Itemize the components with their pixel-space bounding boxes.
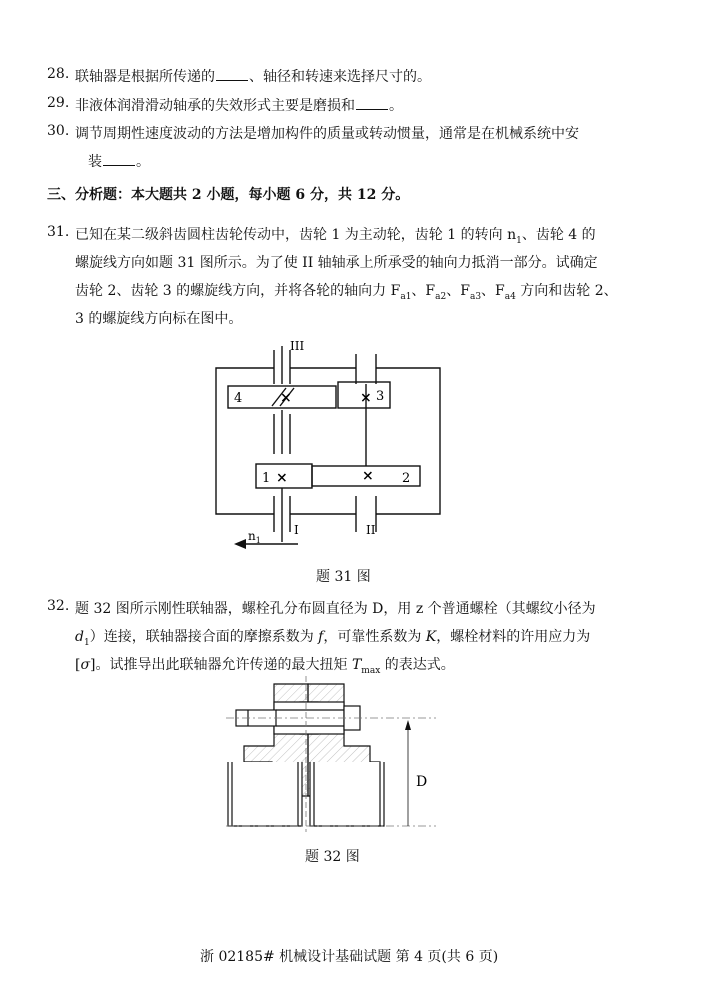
- q32-line2-a: ）连接，联轴器接合面的摩擦系数为: [89, 629, 319, 645]
- label-n1-main: n: [248, 529, 256, 543]
- q29-blank: [356, 97, 388, 110]
- page-footer: 浙 02185# 机械设计基础试题 第 4 页(共 6 页): [200, 949, 499, 965]
- q31-line3-a: 齿轮 2、齿轮 3 的螺旋线方向，并将各轮的轴向力 F: [75, 283, 401, 299]
- q31-line3-c: 、F: [446, 283, 470, 299]
- q32-line2-b: ，可靠性系数为: [323, 629, 426, 645]
- section3-title: 三、分析题：本大题共 2 小题，每小题 6 分，共 12 分。: [47, 187, 410, 203]
- q32-line2-d-sub: 1: [83, 637, 90, 648]
- q28-text-before: 联轴器是根据所传递的: [75, 69, 215, 85]
- q30-number: 30.: [47, 123, 70, 139]
- q32-line2-d: d: [75, 629, 84, 645]
- dimension-arrow-up-icon: [405, 720, 411, 730]
- q30-line2-before: 装: [88, 154, 102, 170]
- q32-line1: 题 32 图所示刚性联轴器，螺栓孔分布圆直径为 D，用 z 个普通螺栓（其螺纹小径为: [75, 601, 596, 617]
- label-n1-sub: 1: [255, 536, 261, 545]
- right-shaft: [310, 762, 384, 826]
- gear-3-cross-icon: ×: [360, 390, 372, 406]
- figure-31-caption: 题 31 图: [316, 569, 371, 585]
- q32-line3-T-sub: max: [361, 665, 381, 676]
- left-shaft: [228, 762, 302, 826]
- housing-left: [216, 368, 274, 514]
- label-n1: [248, 529, 261, 545]
- q31-line3: [75, 280, 618, 302]
- q28-blank: [216, 68, 248, 81]
- q32-line2-f: f: [318, 629, 324, 645]
- figure-32-caption: 题 32 图: [305, 849, 360, 865]
- q29-text-after: 。: [389, 98, 403, 114]
- q32-line3-T: T: [351, 657, 362, 673]
- q31-line1: [75, 224, 596, 246]
- label-gear-4: 4: [234, 391, 243, 406]
- q32-line2-K: K: [425, 629, 437, 645]
- q32-line3-sigma: σ: [80, 657, 91, 673]
- q31-line2: 螺旋线方向如题 31 图所示。为了使 II 轴轴承上所承受的轴向力抵消一部分。试确定: [75, 255, 598, 271]
- label-gear-3: 3: [376, 389, 385, 404]
- q31-line3-s1: a1: [400, 291, 412, 302]
- n1-arrow-icon: [234, 539, 246, 549]
- q32-line2: [75, 626, 590, 648]
- q31-line3-b: 、F: [411, 283, 436, 299]
- q29-text-before: 非液体润滑滑动轴承的失效形式主要是磨损和: [75, 98, 355, 114]
- q28-text-after: 、轴径和转速来选择尺寸的。: [249, 69, 431, 85]
- q32-line3-a: [: [75, 657, 81, 673]
- q31-line3-s3: a3: [469, 291, 482, 302]
- label-shaft-III: III: [290, 339, 305, 353]
- q32-line3-c: 的表达式。: [380, 657, 455, 673]
- q31-line1-text: 已知在某二级斜齿圆柱齿轮传动中，齿轮 1 为主动轮，齿轮 1 的转向 n: [75, 227, 517, 243]
- q31-line3-e: 方向和齿轮 2、: [515, 283, 618, 299]
- q30-line2: [88, 151, 150, 171]
- q30-blank: [103, 153, 135, 166]
- figure-31-gearbox-diagram: [200, 336, 460, 556]
- label-shaft-I: I: [294, 523, 299, 537]
- q28-number: 28.: [47, 66, 70, 82]
- q31-line1-sub: 1: [516, 235, 522, 246]
- q29-text: [75, 95, 403, 115]
- gear-4-cross-icon: ×: [280, 390, 292, 406]
- q28-text: [75, 66, 431, 86]
- gear-2-cross-icon: ×: [362, 468, 374, 484]
- q31-line3-s4: a4: [504, 291, 516, 302]
- housing-right: [376, 368, 440, 514]
- q32-line3: [75, 654, 455, 676]
- q32-line3-b: ]。试推导出此联轴器允许传递的最大扭矩: [90, 657, 352, 673]
- gear-1-cross-icon: ×: [276, 470, 288, 486]
- label-shaft-II: II: [366, 523, 376, 537]
- figure-32-coupling-diagram: [226, 676, 456, 836]
- q30-line1: 调节周期性速度波动的方法是增加构件的质量或转动惯量，通常是在机械系统中安: [75, 126, 579, 142]
- q31-line3-s2: a2: [435, 291, 447, 302]
- q30-line2-after: 。: [136, 154, 150, 170]
- q32-line2-c: ，螺栓材料的许用应力为: [436, 629, 591, 645]
- label-gear-2: 2: [402, 471, 411, 486]
- q31-line3-d: 、F: [481, 283, 505, 299]
- q32-number: 32.: [47, 598, 70, 614]
- label-gear-1: 1: [262, 471, 271, 486]
- q31-line1-after: 、齿轮 4 的: [521, 227, 596, 243]
- q31-line4: 3 的螺旋线方向标在图中。: [75, 311, 243, 327]
- q31-number: 31.: [47, 224, 70, 240]
- label-D: D: [416, 774, 428, 790]
- q29-number: 29.: [47, 95, 70, 111]
